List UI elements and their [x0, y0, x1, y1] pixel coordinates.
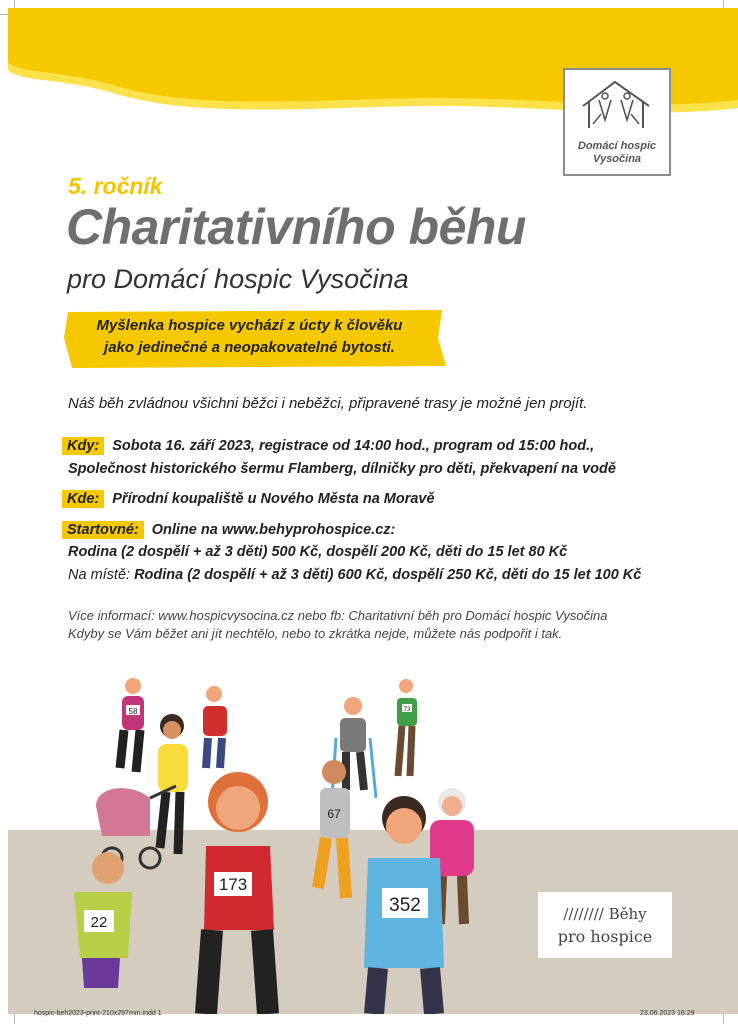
- motto-line2: jako jedinečné a neopakovatelné bytosti.: [104, 339, 395, 356]
- footer-date: 23.06.2023 16:29: [640, 1010, 695, 1017]
- runners-illustration: [0, 668, 738, 1014]
- walker-green: [397, 679, 417, 776]
- intro-text: Náš běh zvládnou všichni běžci i neběžci, připravené trasy je možné jen projít.: [68, 395, 588, 412]
- bib-173: 173: [218, 875, 248, 894]
- brand-line2: pro hospice: [557, 927, 653, 946]
- where-text: Přírodní koupaliště u Nového Města na Moravě: [112, 491, 435, 507]
- behy-pro-hospice-logo: [538, 892, 672, 958]
- fee-online-prices: Rodina (2 dospělí + až 3 děti) 500 Kč, dospělí 200 Kč, děti do 15 let 80 Kč: [68, 544, 568, 560]
- where-line: [68, 491, 435, 507]
- bib-73: 73: [403, 707, 411, 713]
- edition: 5. ročník: [68, 173, 163, 199]
- more-info: Více informací: www.hospicvysocina.cz nebo fb: Charitativní běh pro Domácí hospic Vysočina: [68, 608, 608, 623]
- fee-line: [68, 522, 395, 538]
- bib-67: 67: [327, 807, 341, 821]
- fee-online: Online na www.behyprohospice.cz:: [151, 522, 396, 538]
- bib-58: 58: [128, 707, 138, 716]
- when-label: Kdy:: [62, 437, 104, 455]
- hospic-logo: [563, 68, 671, 176]
- runner-woman-back: [120, 678, 144, 772]
- page-subtitle: pro Domácí hospic Vysočina: [67, 264, 409, 294]
- fee-label: Startovné:: [62, 521, 144, 539]
- brand-line1: //////// Běhy: [563, 905, 647, 923]
- when-line: [68, 438, 594, 454]
- when-line2: Společnost historického šermu Flamberg, dílničky pro děti, překvapení na vodě: [68, 461, 616, 477]
- where-label: Kde:: [62, 490, 104, 508]
- runner-man-red: [203, 686, 227, 768]
- motto: [62, 315, 437, 359]
- fee-onsite-line: [68, 567, 641, 583]
- when-text: Sobota 16. září 2023, registrace od 14:00 hod., program od 15:00 hod.,: [112, 438, 595, 454]
- fee-onsite-label: Na místě:: [68, 567, 131, 583]
- page-title: Charitativního běhu: [66, 199, 526, 255]
- bib-22: 22: [90, 914, 108, 931]
- support-text: Kdyby se Vám běžet ani jít nechtělo, nebo to zkrátka nejde, můžete nás podpořit i tak.: [68, 626, 563, 641]
- motto-line1: Myšlenka hospice vychází z úcty k člověku: [96, 317, 403, 334]
- house-people-icon: [565, 70, 669, 140]
- footer-file: hospic-beh2023-print-210x297mm.indd 1: [34, 1010, 162, 1017]
- logo-line1: Domácí hospic: [577, 140, 657, 152]
- fee-onsite-prices: Rodina (2 dospělí + až 3 děti) 600 Kč, dospělí 250 Kč, děti do 15 let 100 Kč: [134, 567, 642, 583]
- logo-line2: Vysočina: [592, 153, 642, 165]
- bib-352: 352: [389, 895, 421, 916]
